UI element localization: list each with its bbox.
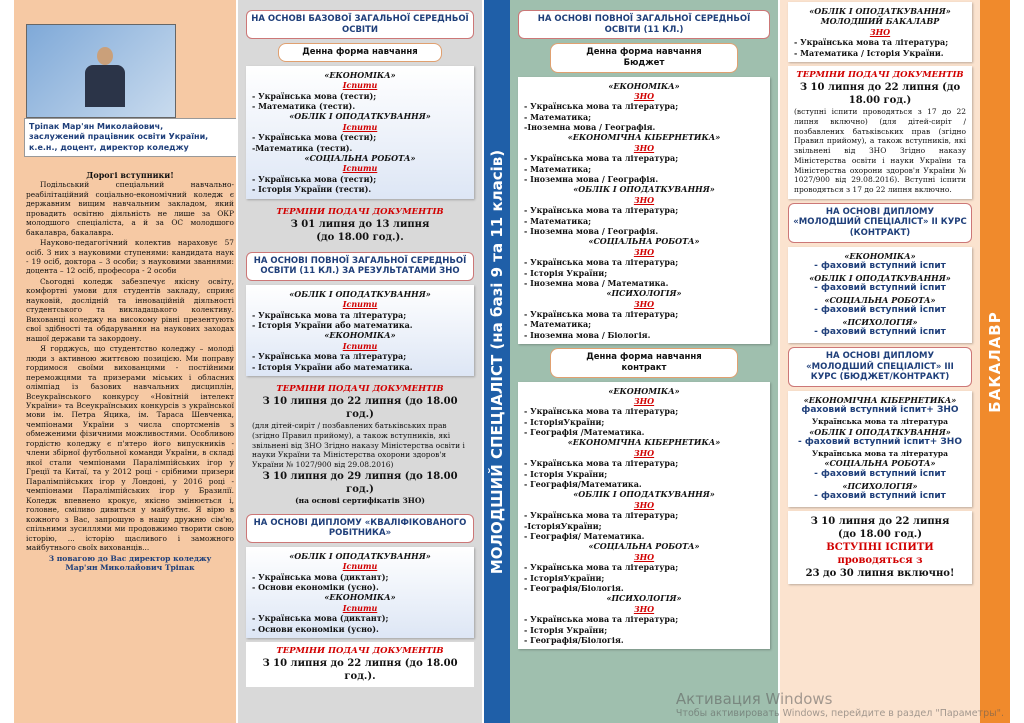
exam-type: ЗНО [633, 395, 655, 406]
exam-requirement: - фаховий вступний іспит [814, 490, 946, 501]
exam-note: Українська мова та література [811, 448, 949, 458]
terms-dates: З 10 липня до 22 липня (до 18.00 год.) [262, 396, 458, 421]
section-header: НА ОСНОВІ ДИПЛОМУ «МОЛОДШИЙ СПЕЦІАЛІСТ» ІІІ КУРС (БЮДЖЕТ/КОНТРАКТ) [788, 347, 972, 387]
exam-item: - ІсторіяУкраїни; [524, 416, 605, 427]
exam-item: - Українська мова та література; [252, 351, 407, 362]
terms-note: (на основі сертифікатів ЗНО) [295, 495, 425, 505]
terms-block [246, 642, 474, 687]
terms-title: ТЕРМІНИ ПОДАЧІ ДОКУМЕНТІВ [276, 206, 444, 217]
terms-text: (вступні іспити проводяться з 17 до 22 липня включно) (для дітей-сиріт / позбавлених батьківських прав (згідно Правил прийому), а також вступників, які звільнені від ЗНО Згідно наказу Міністерства освіти і науки України та Міністерства охорони здоров'я України № 1027/900 від 29.08.2016). Вступні іспити проводяться з 17 до 22 липня включно. [794, 107, 966, 194]
section-header: НА ОСНОВІ ДИПЛОМУ «КВАЛІФІКОВАНОГО РОБІТНИКА» [246, 514, 474, 543]
specialty-card [246, 285, 474, 376]
exam-item: - Географія/Біологія. [524, 582, 624, 593]
specialty-card [788, 391, 972, 507]
specialty-card [518, 77, 770, 345]
specialty-title: «ОБЛІК І ОПОДАТКУВАННЯ» МОЛОДШИЙ БАКАЛАВР [809, 6, 951, 27]
exam-item: - Українська мова та література; [794, 37, 949, 48]
full-education-column [510, 0, 778, 723]
specialty-title: «ЕКОНОМІКА» [844, 250, 916, 261]
watermark-text: Чтобы активировать Windows, перейдите в раздел "Параметры". [675, 708, 1004, 719]
terms-time: (до 18.00 год.) [837, 528, 923, 540]
specialty-card [788, 247, 972, 343]
exam-item: - Географія/Біологія. [524, 634, 624, 645]
specialty-title: «ОБЛІК І ОПОДАТКУВАННЯ» [289, 111, 431, 122]
signature-line1: З повагою до Вас директор коледжу [48, 553, 212, 563]
exam-period-dates: 23 до 30 липня включно! [805, 567, 955, 579]
exam-type: ЗНО [633, 551, 655, 562]
junior-specialist-stripe [484, 0, 510, 723]
terms-dates: З 10 липня до 22 липня [810, 515, 950, 527]
exam-type: Іспити [342, 163, 378, 174]
specialty-title: «СОЦІАЛЬНА РОБОТА» [588, 541, 700, 552]
section-header: НА ОСНОВІ ПОВНОЇ ЗАГАЛЬНОЇ СЕРЕДНЬОЇ ОСВІТИ (11 КЛ.) ЗА РЕЗУЛЬТАТАМИ ЗНО [246, 252, 474, 281]
specialty-title: «ЕКОНОМІКА» [608, 80, 680, 91]
exam-item: - Українська мова та література; [524, 101, 679, 112]
exam-type: ЗНО [633, 603, 655, 614]
specialty-title: «СОЦІАЛЬНА РОБОТА» [824, 294, 936, 305]
exam-item: - Математика; [524, 319, 592, 330]
exam-item: - Іноземна мова / Географія. [524, 225, 659, 236]
letter-paragraph: Сьогодні коледж забезпечує якісну освіту, комфортні умови для студентів закладу, сприяє науковій, дослідній та інноваційній діяльності студентського та викладацького колективу. Вихованці коледжу на високому рівні презентують свої здібності та обдарування на наукових заходах нашої держави та закордону. [26, 276, 234, 343]
exam-item: - Географія/Математика. [524, 479, 642, 490]
exam-item: - Українська мова та література; [524, 458, 679, 469]
exam-item: - Географія /Математика. [524, 427, 645, 438]
specialty-title: «ЕКОНОМІЧНА КІБЕРНЕТИКА» [803, 394, 957, 405]
terms-dates: З 01 липня до 13 липня [290, 218, 430, 230]
specialty-card [246, 547, 474, 638]
exam-type: Іспити [342, 121, 378, 132]
specialty-title: «ПСИХОЛОГІЯ» [606, 288, 682, 299]
exam-item: - Українська мова та література; [524, 257, 679, 268]
specialty-title: «СОЦІАЛЬНА РОБОТА» [304, 153, 416, 163]
exam-requirement: - фаховий вступний іспит [814, 261, 946, 272]
exam-item: - Математика (тести). [252, 101, 356, 112]
exam-item: - Історія України (тести). [252, 184, 372, 195]
section-header: НА ОСНОВІ БАЗОВОЇ ЗАГАЛЬНОЇ СЕРЕДНЬОЇ ОСВІТИ [246, 10, 474, 39]
exam-type: ЗНО [633, 194, 655, 205]
specialty-title: «ПСИХОЛОГІЯ» [842, 480, 918, 491]
exam-item: - Іноземна мова / Географія. [524, 174, 659, 185]
exam-period-label: ВСТУПНІ ІСПИТИ проводяться з [826, 541, 934, 566]
section-header: НА ОСНОВІ ДИПЛОМУ «МОЛОДШИЙ СПЕЦІАЛІСТ» ІІ КУРС (КОНТРАКТ) [788, 203, 972, 243]
terms-title: ТЕРМІНИ ПОДАЧІ ДОКУМЕНТІВ [276, 645, 444, 656]
director-caption: Тріпак Мар'ян Миколайович, заслужений працівник освіти України, к.е.н., доцент, директор коледжу [24, 118, 236, 157]
terms-block [788, 511, 972, 584]
exam-item: - Основи економіки (усно). [252, 623, 379, 634]
exam-item: - Історія України; [524, 468, 608, 479]
exam-item: - Історія України; [524, 267, 608, 278]
exam-type: ЗНО [633, 142, 655, 153]
section-header: НА ОСНОВІ ПОВНОЇ ЗАГАЛЬНОЇ СЕРЕДНЬОЇ ОСВІТИ (11 КЛ.) [518, 10, 770, 39]
exam-item: - Основи економіки (усно). [252, 581, 379, 592]
specialty-title: «ОБЛІК І ОПОДАТКУВАННЯ» [289, 288, 431, 299]
terms-title: ТЕРМІНИ ПОДАЧІ ДОКУМЕНТІВ [796, 69, 964, 80]
exam-requirement: - фаховий вступний іспит [814, 468, 946, 479]
exam-requirement: фаховий вступний іспит+ ЗНО [801, 405, 959, 416]
windows-activation-watermark [676, 690, 1004, 719]
director-column [14, 0, 236, 723]
specialty-title: «ОБЛІК І ОПОДАТКУВАННЯ» [289, 550, 431, 561]
exam-type: Іспити [342, 340, 378, 351]
signature-line2: Мар'ян Миколайович Тріпак [65, 563, 195, 573]
specialty-title: «ПСИХОЛОГІЯ» [606, 593, 682, 604]
exam-requirement: - фаховий вступний іспит [814, 283, 946, 294]
bachelor-column [780, 0, 980, 723]
watermark-title: Активация Windows [675, 690, 833, 708]
exam-item: -Математика (тести). [252, 142, 353, 153]
terms-dates: З 10 липня до 29 липня (до 18.00 год.) [262, 470, 458, 495]
specialty-title: «ЕКОНОМІКА» [324, 69, 396, 80]
terms-dates: З 10 липня до 22 липня (до 18.00 год.) [799, 82, 961, 106]
exam-item: - Іноземна мова / Математика. [524, 277, 669, 288]
exam-item: - Українська мова (диктант); [252, 571, 389, 582]
stripe-label: МОЛОДШИЙ СПЕЦІАЛІСТ (на базі 9 та 11 класів) [488, 149, 506, 574]
director-letter [26, 170, 234, 573]
specialty-title: «ЕКОНОМІКА» [324, 592, 396, 603]
specialty-title: «ЕКОНОМІКА» [324, 330, 396, 341]
exam-item: - ІсторіяУкраїни; [524, 572, 605, 583]
exam-item: - Українська мова (тести); [252, 173, 377, 184]
specialty-title: «ОБЛІК І ОПОДАТКУВАННЯ» [573, 489, 715, 500]
person-figure [85, 47, 125, 107]
exam-item: - Українська мова та література; [252, 309, 407, 320]
terms-block [246, 203, 474, 248]
exam-item: - Історія України або математика. [252, 361, 413, 372]
exam-type: ЗНО [633, 246, 655, 257]
exam-item: - Історія України; [524, 624, 608, 635]
exam-item: - Математика / Історія України. [794, 47, 944, 58]
terms-dates: З 10 липня до 22 липня (до 18.00 год.). [262, 657, 458, 682]
exam-type: ЗНО [869, 26, 891, 37]
exam-type: ЗНО [633, 499, 655, 510]
exam-item: - Українська мова (диктант); [252, 613, 389, 624]
letter-paragraph: Науково-педагогічний колектив нараховує 57 осіб. З них з науковими ступенями: кандидата наук - 19 осіб, доктора – 3 особи; з науковими званнями: доцента – 12 осіб, професора - 2 особи [26, 238, 234, 276]
exam-note: Українська мова та література [811, 416, 949, 426]
exam-item: - Іноземна мова / Біологія. [524, 329, 651, 340]
bachelor-stripe [980, 0, 1010, 723]
exam-item: - Українська мова та література; [524, 309, 679, 320]
exam-type: Іспити [342, 602, 378, 613]
exam-item: - Українська мова (тести); [252, 132, 377, 143]
exam-item: - Математика; [524, 215, 592, 226]
exam-type: Іспити [342, 561, 378, 572]
exam-item: - Математика; [524, 111, 592, 122]
specialty-title: «ЕКОНОМІКА» [608, 385, 680, 396]
exam-type: ЗНО [633, 298, 655, 309]
terms-block [788, 66, 972, 199]
specialty-title: «ПСИХОЛОГІЯ» [842, 316, 918, 327]
exam-requirement: - фаховий вступний іспит+ ЗНО [797, 437, 962, 448]
terms-title: ТЕРМІНИ ПОДАЧІ ДОКУМЕНТІВ [276, 383, 444, 394]
study-form: Денна форма навчання Бюджет [550, 43, 738, 72]
exam-item: - Географія/ Математика. [524, 530, 645, 541]
exam-item: - Українська мова та література; [524, 406, 679, 417]
basic-education-column [238, 0, 482, 723]
exam-item: -Іноземна мова / Географія. [524, 122, 656, 133]
specialty-card [788, 2, 972, 62]
specialty-title: «ОБЛІК І ОПОДАТКУВАННЯ» [573, 184, 715, 195]
director-photo [26, 24, 176, 118]
exam-type: ЗНО [633, 90, 655, 101]
exam-type: Іспити [342, 80, 378, 91]
exam-item: - Історія України або математика. [252, 320, 413, 331]
exam-item: - Українська мова та література; [524, 205, 679, 216]
exam-type: ЗНО [633, 447, 655, 458]
specialty-title: «ЕКОНОМІЧНА КІБЕРНЕТИКА» [567, 437, 721, 448]
exam-item: - Українська мова та література; [524, 153, 679, 164]
specialty-title: «СОЦІАЛЬНА РОБОТА» [588, 236, 700, 247]
stripe-label: БАКАЛАВР [986, 310, 1004, 413]
exam-item: - Математика; [524, 163, 592, 174]
specialty-card [518, 382, 770, 650]
exam-type: Іспити [342, 299, 378, 310]
exam-requirement: - фаховий вступний іспит [814, 327, 946, 338]
specialty-title: «ОБЛІК І ОПОДАТКУВАННЯ» [809, 272, 951, 283]
exam-item: - Українська мова та література; [524, 510, 679, 521]
study-form: Денна форма навчання [278, 43, 442, 62]
terms-block [246, 380, 474, 510]
specialty-title: «ОБЛІК І ОПОДАТКУВАННЯ» [809, 426, 951, 437]
exam-item: - Українська мова та література; [524, 562, 679, 573]
exam-item: - Українська мова (тести); [252, 90, 377, 101]
terms-text: (для дітей-сиріт / позбавлених батьківських прав (згідно Правил прийому), а також вступників, які звільнені від ЗНО Згідно наказу Міністерства освіти і науки України та Міністерства охорони здоров'я України № 1027/900 від 29.08.2016) [252, 421, 465, 470]
letter-paragraph: Подільський спеціальний навчально-реабілітаційний соціально-економічний коледж є державним вищим навчальним закладом, який провадить освітню діяльність не лише за ОКР молодшого спеціаліста, а й за ОС молодшого бакалавра, бакалавра. [26, 180, 234, 237]
specialty-card [246, 66, 474, 199]
letter-paragraph: Я горджусь, що студентство коледжу – молоді люди з активною життєвою позицією. Ми поправу гордимося своїми вихованцями - постійними переможцями та призерами міських і обласних олімпіад із базових навчальних дисциплін, Всеукраїнського конкурсу «Новітній інтелект України» та Всеукраїнських конкурсів з української мови ім. Петра Яцика, ім. Тараса Шевченка, чемпіонами України з числа спортсменів з обмеженими фізичними можливостями. Особливою гордістю коледжу є п'ятеро його випускників - члени збірної футбольної команди України, в складі якої стали чемпіонами Паралімпійських ігор у Греції та Китаї, та у 2012 році - срібними призери Паралімпійських ігор у Лондоні, у 2016 році - чемпіонами Паралімпійських ігор у Бразилії. Коледж впевнено крокує, якісно змінюється і, головне, сміливо дивиться у майбутнє. Я вірю в кожного з Вас, запрошую в нашу дружню сім'ю, спільними зусиллями ми продовжимо творити свою історію, ... історію щасливого і заможного майбутнього своїх вихованців... [26, 344, 234, 553]
exam-requirement: - фаховий вступний іспит [814, 305, 946, 316]
specialty-title: «СОЦІАЛЬНА РОБОТА» [824, 458, 936, 469]
terms-time: (до 18.00 год.). [316, 231, 404, 243]
study-form: Денна форма навчання контракт [550, 348, 738, 377]
letter-title: Дорогі вступники! [86, 170, 174, 180]
exam-item: -ІсторіяУкраїни; [524, 520, 602, 531]
exam-item: - Українська мова та література; [524, 614, 679, 625]
specialty-title: «ЕКОНОМІЧНА КІБЕРНЕТИКА» [567, 132, 721, 143]
